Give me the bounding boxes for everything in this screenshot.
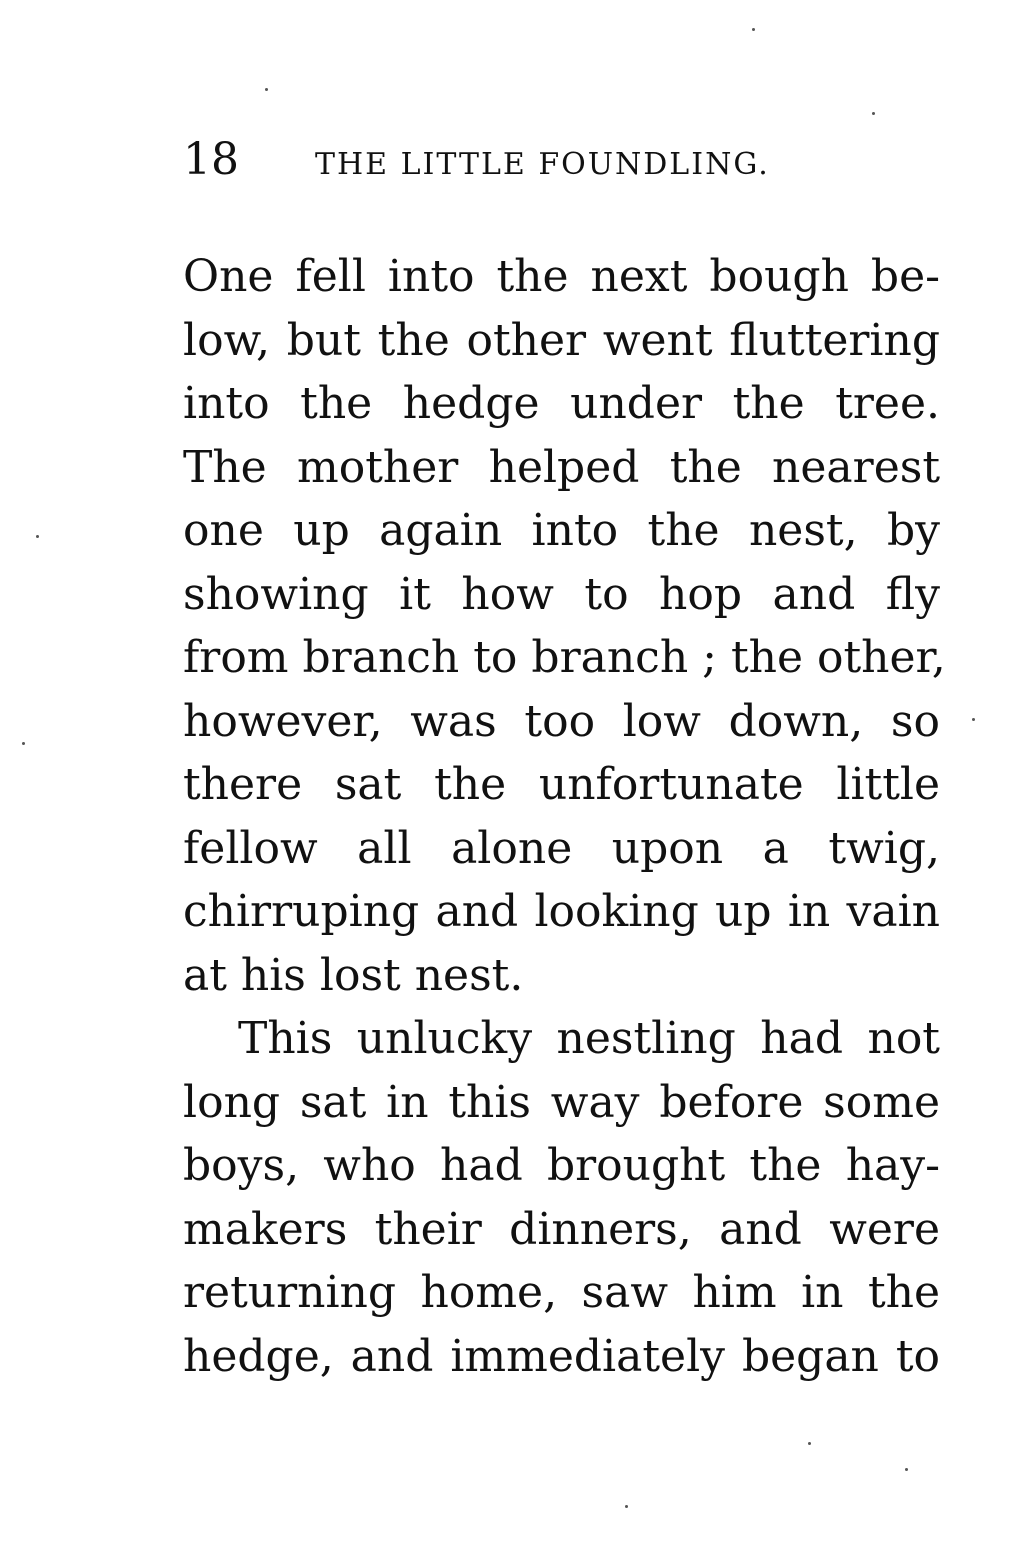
- text-line: at his lost nest.: [183, 949, 524, 1001]
- text-line: fellow all alone upon a twig,: [183, 822, 940, 874]
- paper-speck: [872, 112, 875, 115]
- text-line: into the hedge under the tree.: [183, 378, 940, 429]
- text-line: One fell into the next bough be-: [183, 251, 940, 302]
- text-line: This unlucky nestling had not: [238, 1013, 940, 1064]
- text-line: returning home, saw him in the: [183, 1267, 940, 1318]
- paper-speck: [808, 1442, 811, 1445]
- running-title: THE LITTLE FOUNDLING.: [315, 147, 770, 182]
- text-line: long sat in this way before some: [183, 1076, 940, 1128]
- paper-speck: [972, 718, 975, 721]
- text-line: there sat the unfortunate little: [183, 759, 940, 810]
- body-text: [183, 245, 946, 1388]
- paragraph-2: [183, 1007, 940, 1388]
- paper-speck: [625, 1505, 628, 1508]
- paper-speck: [22, 742, 25, 745]
- page-number: 18: [183, 134, 239, 185]
- paper-speck: [905, 1468, 908, 1471]
- text-line: The mother helped the nearest: [183, 441, 940, 493]
- text-line: showing it how to hop and fly: [183, 568, 940, 620]
- page-header: [183, 132, 833, 192]
- text-line: from branch to branch ; the other,: [183, 632, 946, 683]
- text-line: makers their dinners, and were: [183, 1203, 940, 1255]
- text-line: low, but the other went fluttering: [183, 314, 940, 366]
- paper-speck: [265, 88, 268, 91]
- text-line: chirruping and looking up in vain: [183, 886, 940, 937]
- paper-speck: [752, 28, 755, 31]
- text-line: hedge, and immediately began to: [183, 1330, 940, 1382]
- paragraph-1: [183, 245, 946, 1007]
- text-line: boys, who had brought the hay-: [183, 1140, 940, 1191]
- text-line: one up again into the nest, by: [183, 505, 940, 556]
- paper-speck: [36, 535, 39, 538]
- text-line: however, was too low down, so: [183, 695, 940, 747]
